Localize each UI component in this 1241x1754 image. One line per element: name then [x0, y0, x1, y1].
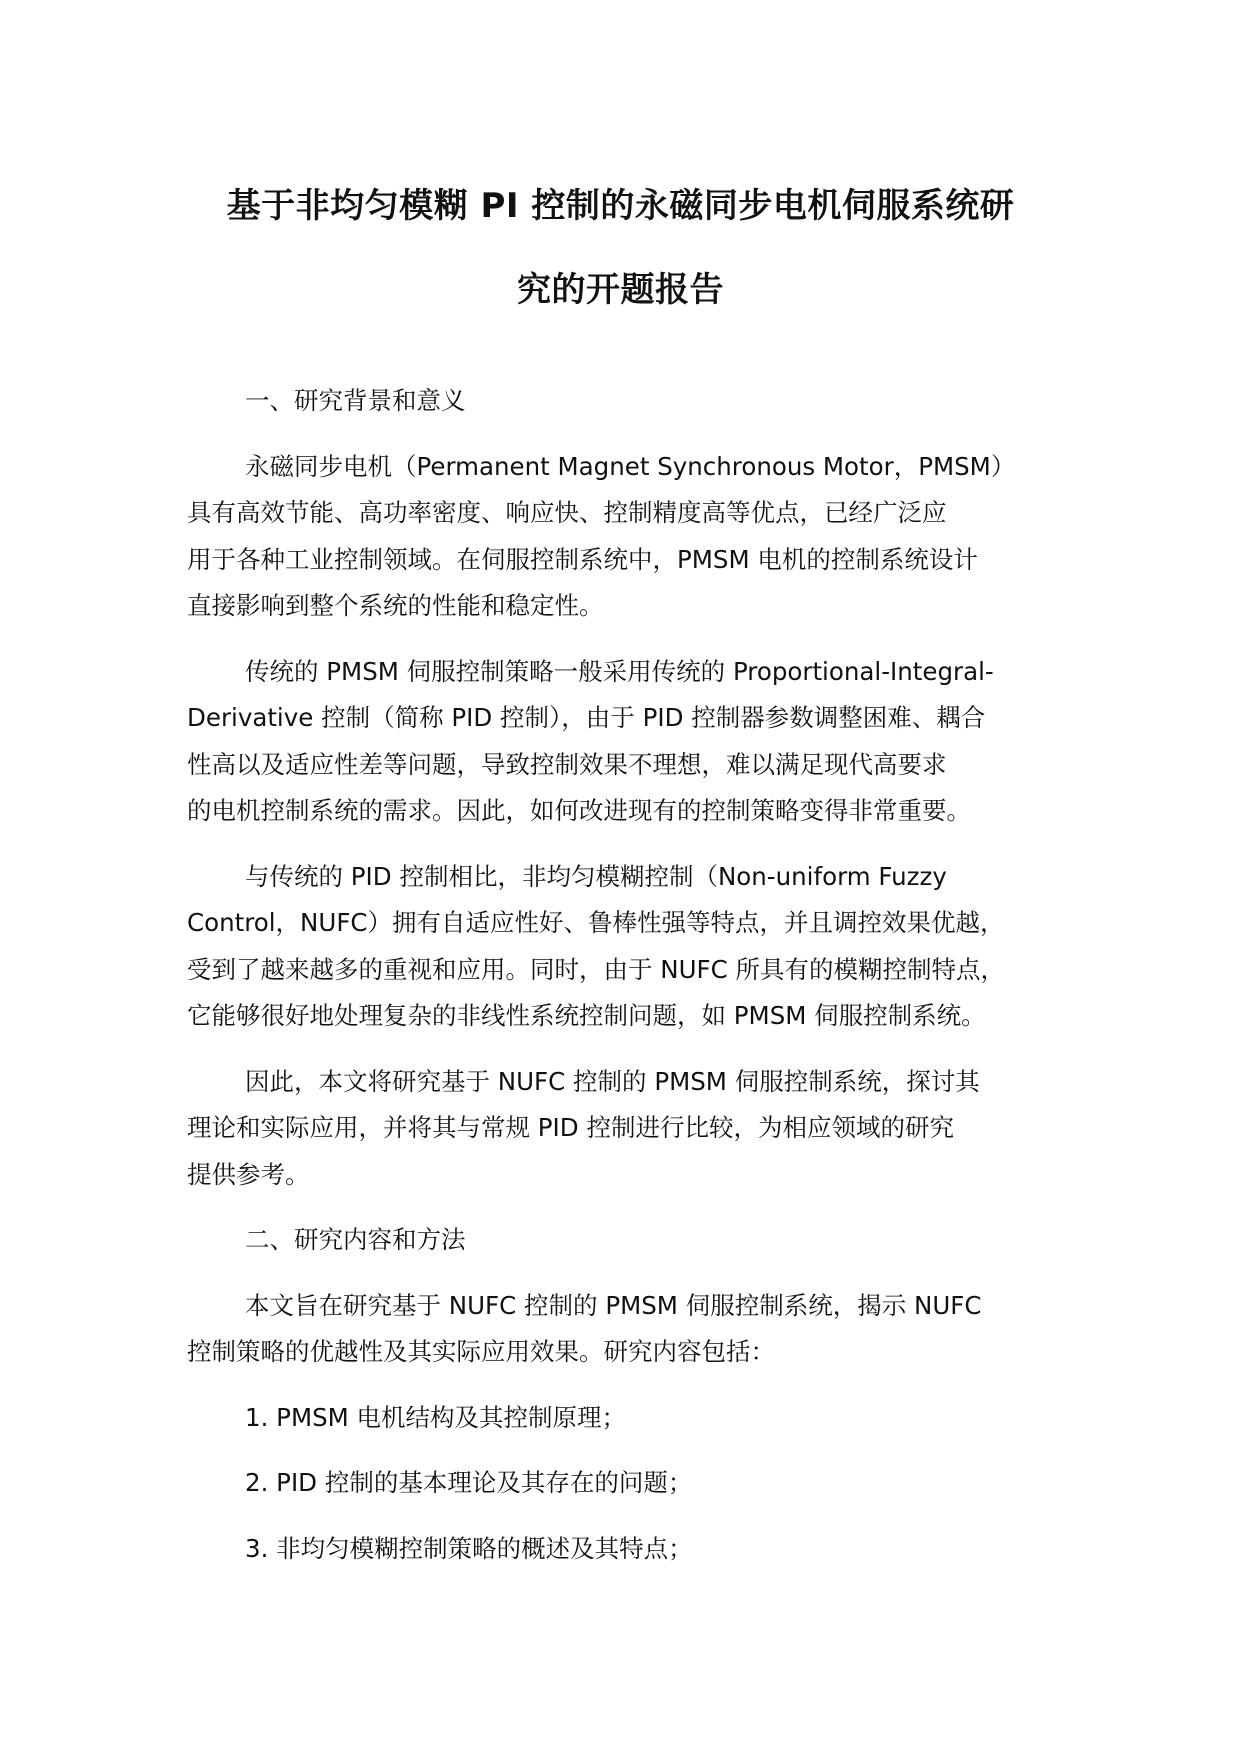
document-title-line-2: 究的开题报告 — [517, 270, 724, 310]
paragraph-line: 控制策略的优越性及其实际应用效果。研究内容包括： — [187, 1337, 775, 1366]
paragraph-line: 本文旨在研究基于 NUFC 控制的 PMSM 伺服控制系统，揭示 NUFC — [245, 1290, 982, 1320]
paragraph-line: 它能够很好地处理复杂的非线性系统控制问题，如 PMSM 伺服控制系统。 — [187, 1001, 986, 1030]
paragraph-pid-problems — [187, 649, 1067, 835]
paragraph-line: 因此，本文将研究基于 NUFC 控制的 PMSM 伺服控制系统，探讨其 — [245, 1066, 980, 1096]
paragraph-line: 理论和实际应用，并将其与常规 PID 控制进行比较，为相应领域的研究 — [187, 1113, 954, 1142]
paragraph-line: 的电机控制系统的需求。因此，如何改进现有的控制策略变得非常重要。 — [187, 796, 971, 825]
list-item: 3. 非均匀模糊控制策略的概述及其特点； — [245, 1533, 693, 1563]
paragraph-research-purpose — [187, 1059, 1067, 1199]
list-item: 1. PMSM 电机结构及其控制原理； — [245, 1402, 627, 1432]
paragraph-line: 提供参考。 — [187, 1159, 310, 1189]
paragraph-line: Control，NUFC）拥有自适应性好、鲁棒性强等特点，并且调控效果优越， — [187, 908, 1005, 937]
paragraph-research-aim — [187, 1283, 1067, 1376]
paragraph-line: 受到了越来越多的重视和应用。同时，由于 NUFC 所具有的模糊控制特点， — [187, 954, 1006, 984]
paragraph-line: 具有高效节能、高功率密度、响应快、控制精度高等优点，已经广泛应 — [187, 498, 947, 527]
section-heading-content-methods: 二、研究内容和方法 — [245, 1225, 466, 1254]
paragraph-line: 直接影响到整个系统的性能和稳定性。 — [187, 591, 604, 620]
paragraph-pmsm-intro — [187, 444, 1067, 630]
paragraph-line: 性高以及适应性差等问题，导致控制效果不理想，难以满足现代高要求 — [187, 749, 947, 779]
paragraph-line: 与传统的 PID 控制相比，非均匀模糊控制（Non-uniform Fuzzy — [245, 861, 947, 891]
section-heading-background: 一、研究背景和意义 — [245, 386, 466, 415]
list-item: 2. PID 控制的基本理论及其存在的问题； — [245, 1468, 693, 1497]
paragraph-nufc-advantages — [187, 854, 1067, 1040]
document-body — [187, 378, 1067, 1591]
document-title-line-1: 基于非均匀模糊 PI 控制的永磁同步电机伺服系统研 — [226, 186, 1015, 226]
paragraph-line: 传统的 PMSM 伺服控制策略一般采用传统的 Proportional-Integral- — [245, 656, 994, 686]
paragraph-line: 永磁同步电机（Permanent Magnet Synchronous Motor，PMSM） — [245, 451, 1016, 481]
paragraph-line: Derivative 控制（简称 PID 控制），由于 PID 控制器参数调整困难、耦合 — [187, 703, 986, 732]
paragraph-line: 用于各种工业控制领域。在伺服控制系统中，PMSM 电机的控制系统设计 — [187, 544, 978, 574]
